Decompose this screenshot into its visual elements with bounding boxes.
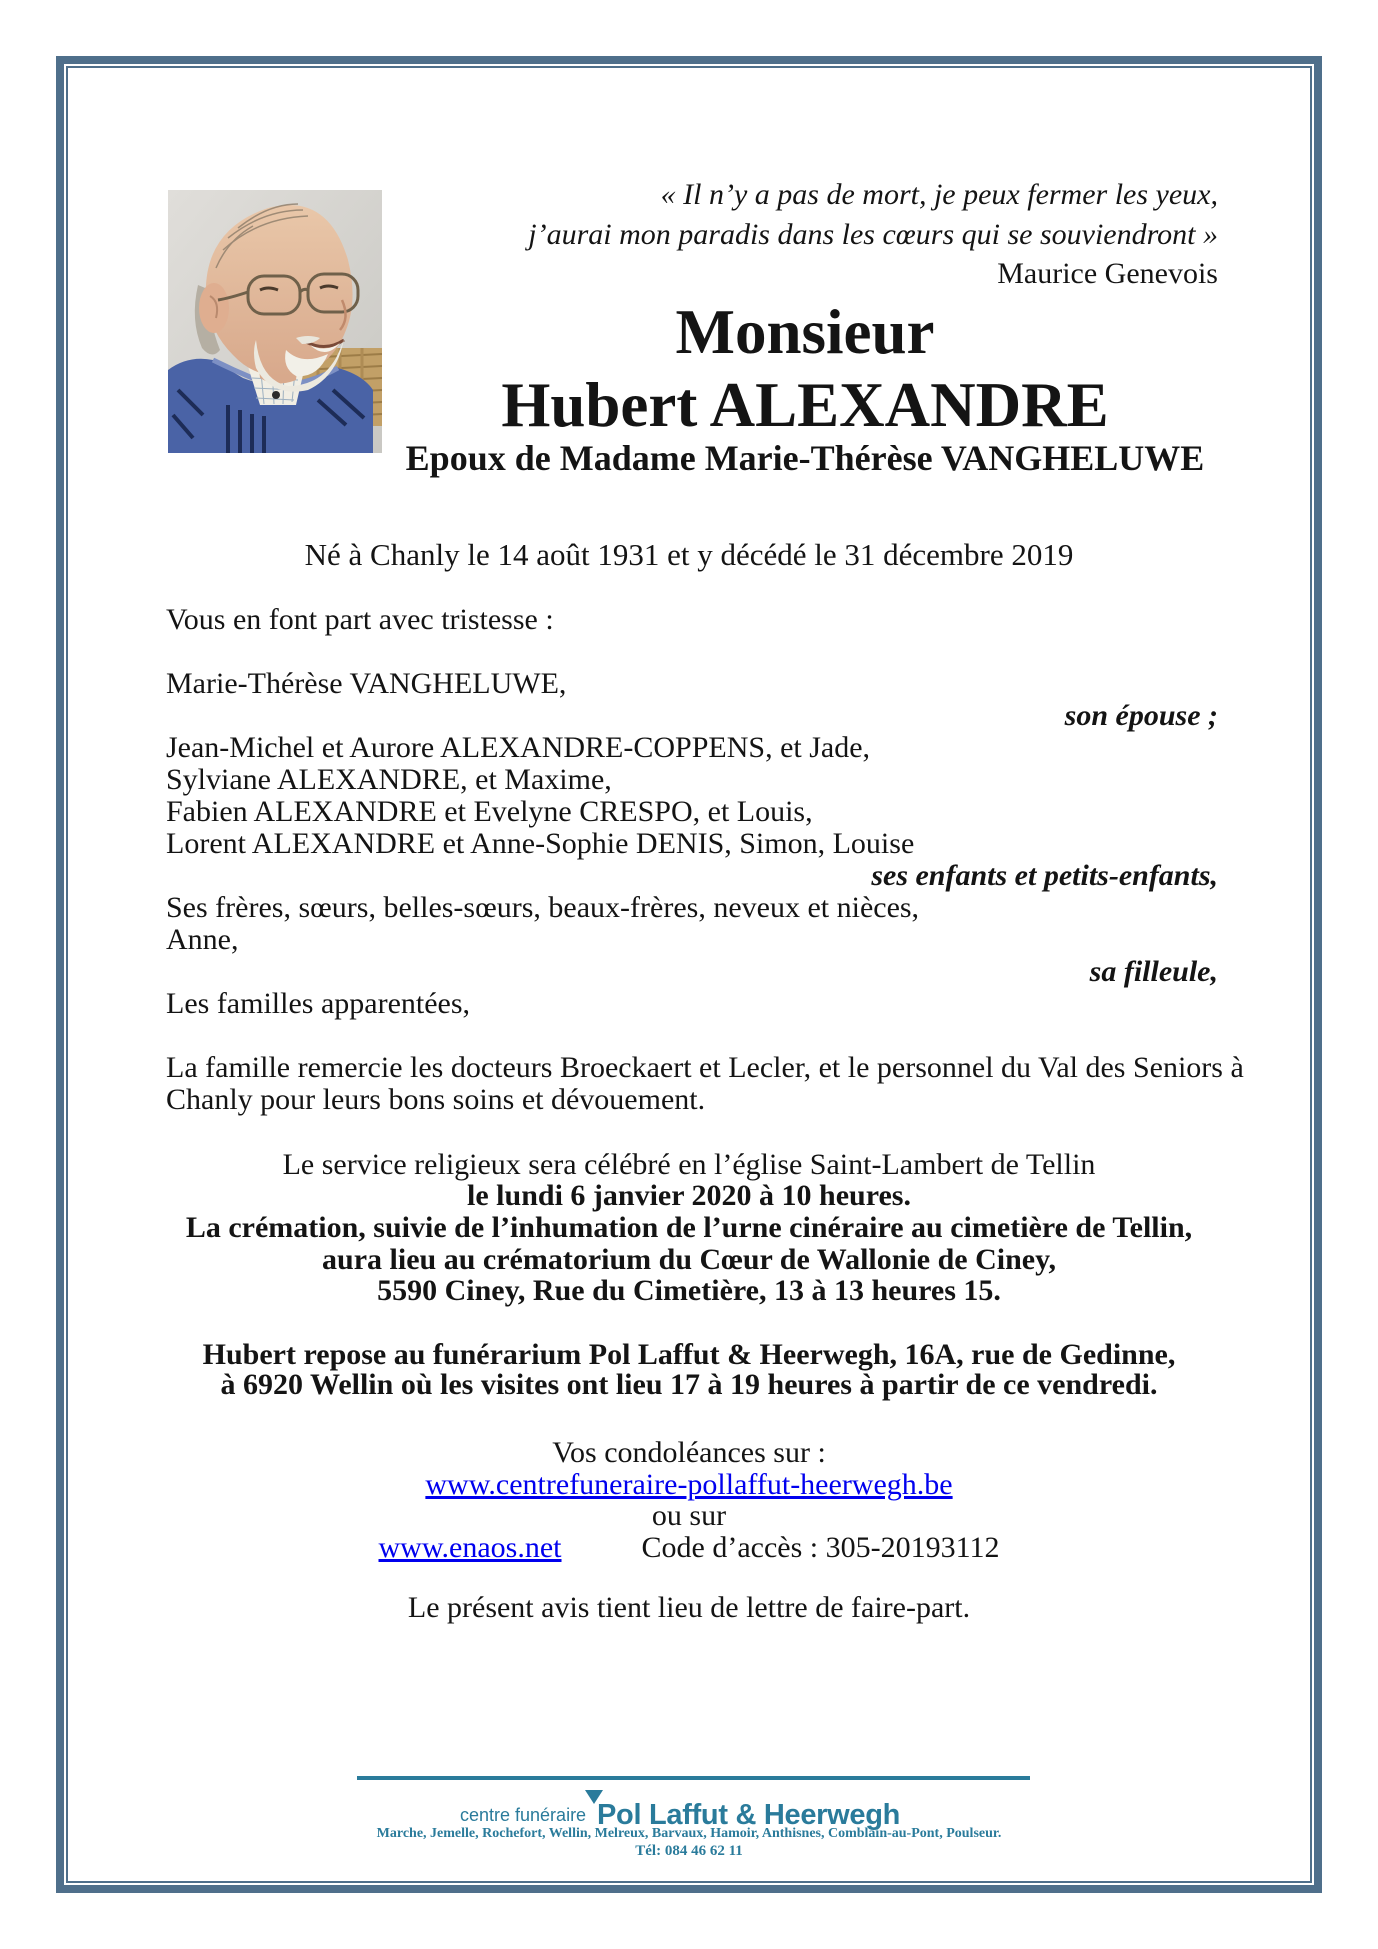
child-line: Jean-Michel et Aurore ALEXANDRE-COPPENS, et Jade, <box>166 731 871 764</box>
child-line: Fabien ALEXANDRE et Evelyne CRESPO, et Louis, <box>166 795 813 828</box>
service-time: le lundi 6 janvier 2020 à 10 heures. <box>467 1179 911 1212</box>
quote-line-1: « Il n’y a pas de mort, je peux fermer les yeux, <box>660 178 1218 211</box>
closing-line: Le présent avis tient lieu de lettre de faire-part. <box>407 1591 971 1624</box>
condolences-main-url-line <box>166 1470 1212 1500</box>
wife-role: son épouse ; <box>1064 699 1218 732</box>
footer-divider <box>357 1776 1030 1780</box>
child-line: Sylviane ALEXANDRE, et Maxime, <box>166 763 612 796</box>
quote-line-2: j’aurai mon paradis dans les cœurs qui se souviendront » <box>528 218 1218 251</box>
related-families: Les familles apparentées, <box>166 987 471 1020</box>
wife-name: Marie-Thérèse VANGHELUWE, <box>166 667 567 700</box>
main-condolences-link[interactable]: www.centrefuneraire-pollaffut-heerwegh.be <box>425 1468 953 1501</box>
cremation-line-2: aura lieu au crématorium du Cœur de Wallonie de Ciney, <box>322 1243 1056 1276</box>
repose-line-1: Hubert repose au funérarium Pol Laffut & Heerwegh, 16A, rue de Gedinne, <box>202 1338 1176 1371</box>
announcement-intro: Vous en font part avec tristesse : <box>166 603 554 636</box>
access-code: Code d’accès : 305-20193112 <box>641 1531 1000 1564</box>
footer-locations: Marche, Jemelle, Rochefort, Wellin, Melreux, Barvaux, Hamoir, Anthisnes, Comblain-au-Pont, Poulseur. <box>376 1826 1002 1841</box>
brand-prefix: centre funéraire <box>460 1805 587 1825</box>
enaos-line <box>166 1533 1212 1563</box>
child-line: Lorent ALEXANDRE et Anne-Sophie DENIS, Simon, Louise <box>166 827 915 860</box>
thanks-line-2: Chanly pour leurs bons soins et dévouement. <box>166 1083 706 1116</box>
repose-line-2: à 6920 Wellin où les visites ont lieu 17 à 19 heures à partir de ce vendredi. <box>220 1368 1158 1401</box>
spouse-line: Epoux de Madame Marie-Thérèse VANGHELUWE <box>405 438 1205 478</box>
brand-name: Pol Laffut & Heerwegh <box>597 1799 901 1831</box>
deceased-name: Hubert ALEXANDRE <box>501 370 1109 440</box>
children-role: ses enfants et petits-enfants, <box>871 859 1218 892</box>
enaos-link[interactable]: www.enaos.net <box>378 1531 562 1564</box>
title-salutation: Monsieur <box>675 297 935 367</box>
goddaughter-name: Anne, <box>166 923 239 956</box>
siblings-line: Ses frères, sœurs, belles-sœurs, beaux-frères, neveux et nièces, <box>166 891 920 924</box>
footer-phone: Tél: 084 46 62 11 <box>635 1843 743 1859</box>
cremation-line-1: La crémation, suivie de l’inhumation de l’urne cinéraire au cimetière de Tellin, <box>185 1211 1193 1244</box>
condolences-heading: Vos condoléances sur : <box>552 1436 826 1469</box>
thanks-line-1: La famille remercie les docteurs Broeckaert et Lecler, et le personnel du Val des Seniors à <box>166 1051 1244 1084</box>
service-line: Le service religieux sera célébré en l’église Saint-Lambert de Tellin <box>282 1148 1096 1181</box>
goddaughter-role: sa filleule, <box>1089 955 1218 988</box>
or-text: ou sur <box>651 1499 727 1532</box>
life-dates: Né à Chanly le 14 août 1931 et y décédé le 31 décembre 2019 <box>304 537 1074 572</box>
quote-attribution: Maurice Genevois <box>997 257 1218 290</box>
cremation-line-3: 5590 Ciney, Rue du Cimetière, 13 à 13 heures 15. <box>377 1274 1001 1307</box>
